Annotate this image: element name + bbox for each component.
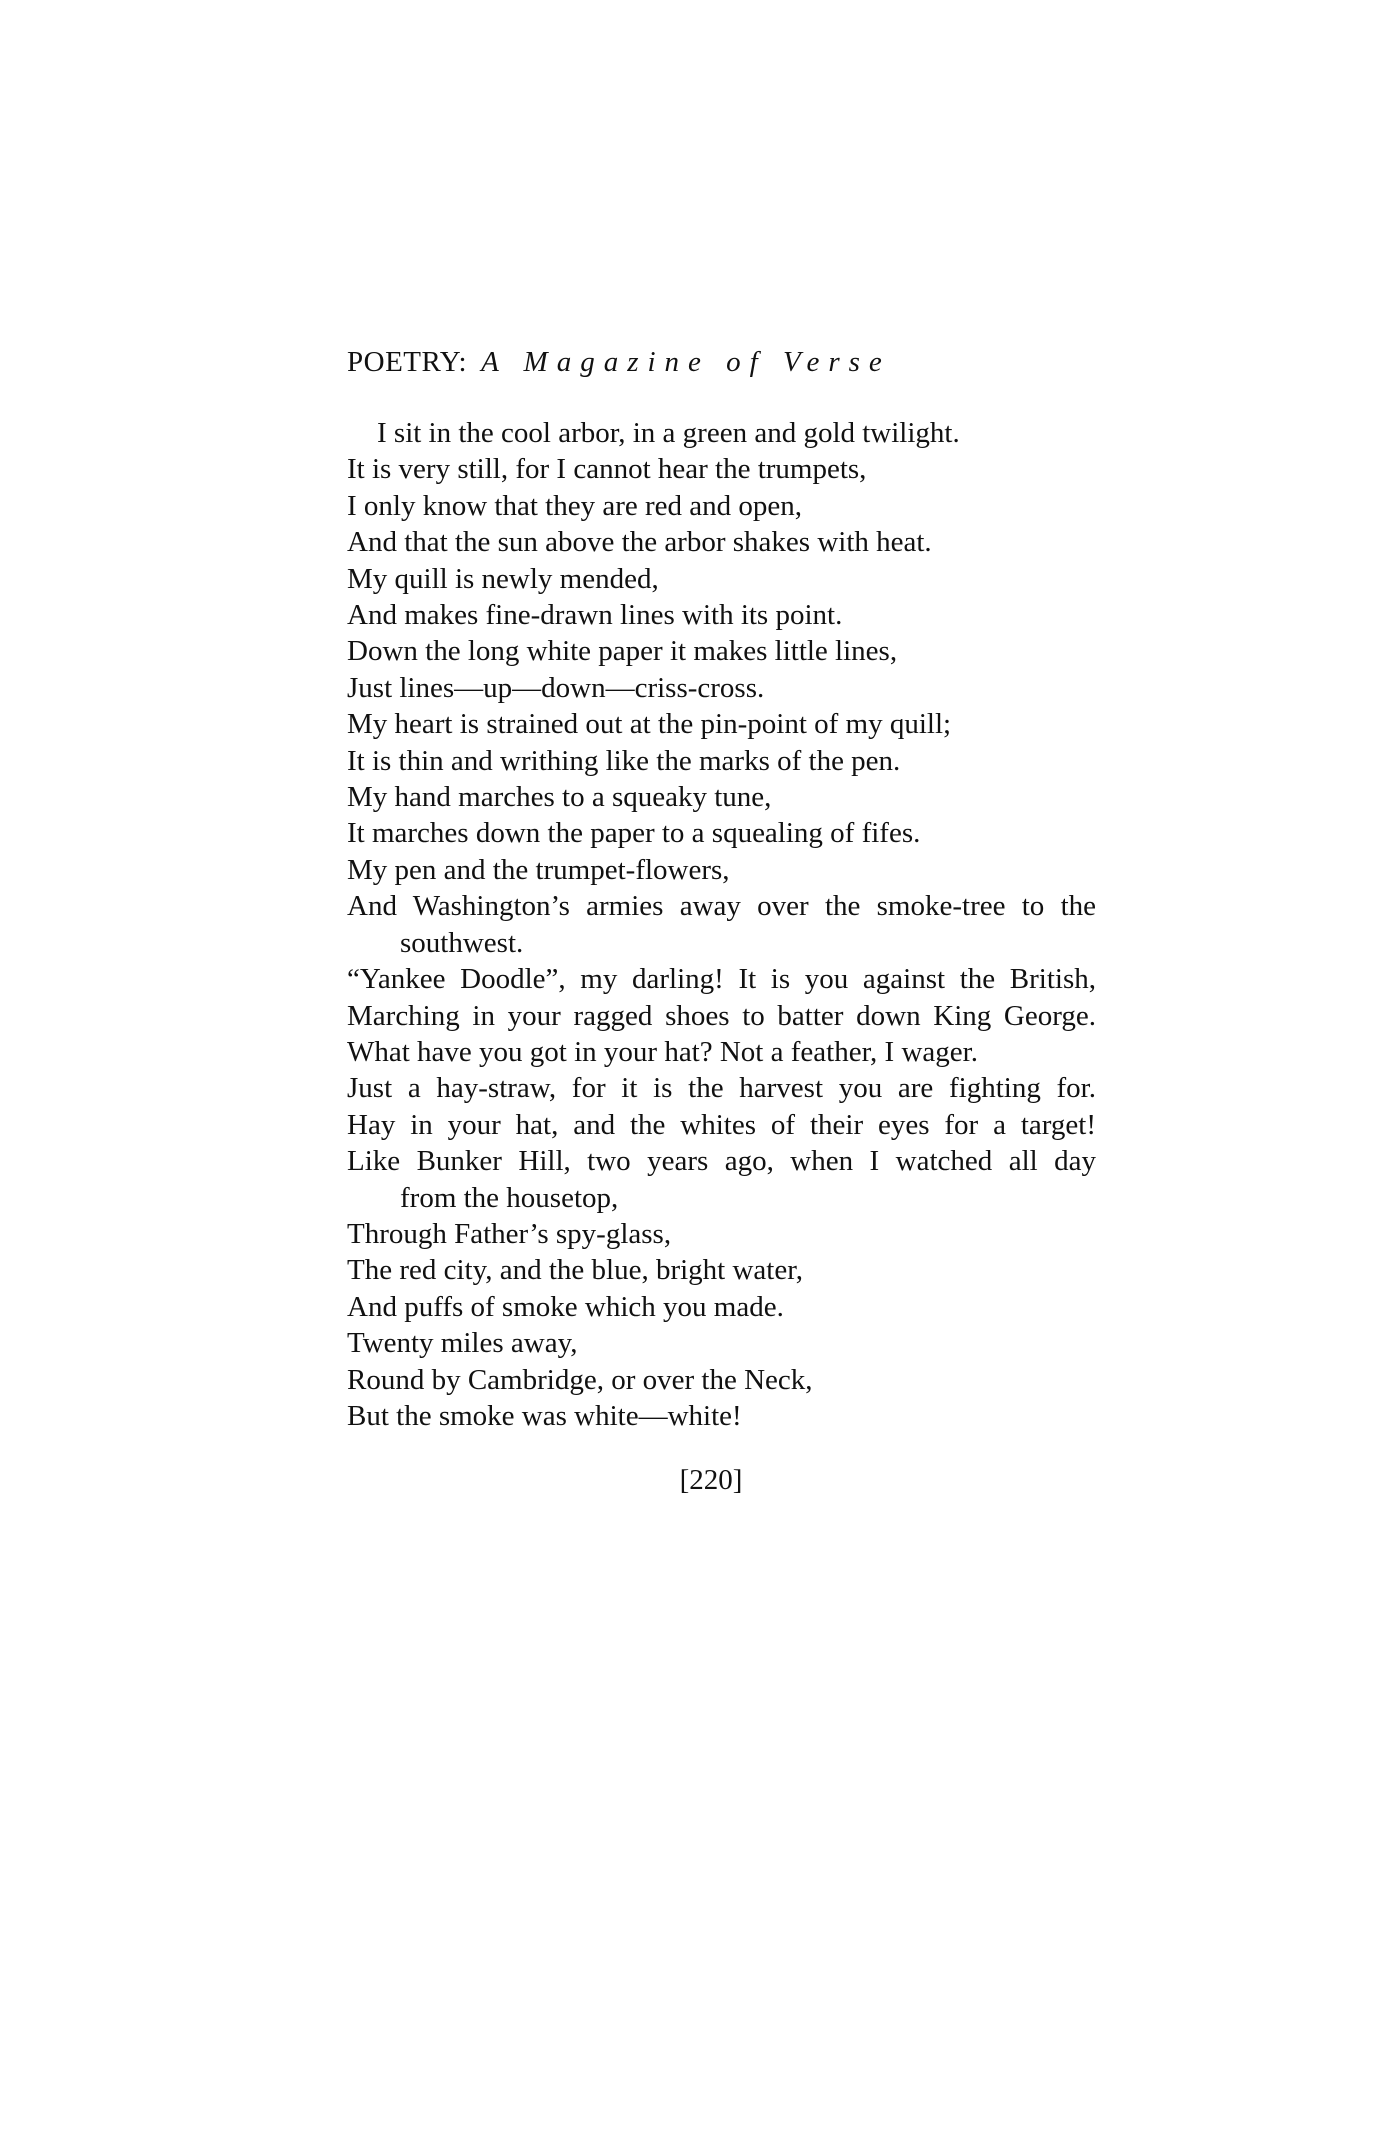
journal-subtitle: A Magazine of Verse bbox=[481, 346, 891, 378]
poem-line: It is very still, for I cannot hear the trumpets, bbox=[347, 453, 867, 486]
poem-line: Round by Cambridge, or over the Neck, bbox=[347, 1363, 813, 1396]
running-head bbox=[347, 344, 891, 380]
journal-title: POETRY: bbox=[347, 346, 468, 378]
poem-line: It is thin and writhing like the marks of the pen. bbox=[347, 744, 901, 777]
poem-line: My quill is newly mended, bbox=[347, 562, 659, 595]
poem-line: “Yankee Doodle”, my darling! It is you against the British, bbox=[347, 963, 1096, 996]
poem-line: I sit in the cool arbor, in a green and gold twilight. bbox=[377, 417, 960, 449]
poem-line: And makes fine-drawn lines with its point. bbox=[347, 599, 843, 632]
poem-line: I only know that they are red and open, bbox=[347, 489, 802, 522]
page-footer bbox=[0, 1462, 1400, 1498]
poem-line: My pen and the trumpet-flowers, bbox=[347, 853, 730, 886]
poem-line: What have you got in your hat? Not a feather, I wager. bbox=[347, 1035, 978, 1068]
poem-line: But the smoke was white—white! bbox=[347, 1399, 742, 1432]
poem-line: Hay in your hat, and the whites of their eyes for a target! bbox=[347, 1108, 1096, 1141]
poem-line: It marches down the paper to a squealing of fifes. bbox=[347, 817, 921, 850]
poem-line: Just a hay-straw, for it is the harvest you are fighting for. bbox=[347, 1072, 1096, 1105]
poem-line: Down the long white paper it makes little lines, bbox=[347, 635, 898, 668]
poem-line: Just lines—up—down—criss-cross. bbox=[347, 671, 765, 704]
poem-line: My hand marches to a squeaky tune, bbox=[347, 781, 772, 814]
poem-line: The red city, and the blue, bright water, bbox=[347, 1254, 803, 1287]
page-number: [220] bbox=[679, 1464, 743, 1496]
poem-body bbox=[347, 415, 1096, 1434]
poem-line: And puffs of smoke which you made. bbox=[347, 1290, 784, 1323]
poem-line: And that the sun above the arbor shakes with heat. bbox=[347, 526, 932, 559]
poem-line: My heart is strained out at the pin-point of my quill; bbox=[347, 708, 952, 741]
poem-line: Through Father’s spy-glass, bbox=[347, 1217, 672, 1250]
poem-line: Twenty miles away, bbox=[347, 1327, 578, 1360]
poem-line: Marching in your ragged shoes to batter down King George. bbox=[347, 999, 1096, 1032]
poem-line-continuation: from the housetop, bbox=[400, 1181, 619, 1214]
poem-line-continuation: southwest. bbox=[400, 926, 524, 959]
poem-line: And Washington’s armies away over the smoke-tree to the bbox=[347, 890, 1096, 923]
poem-line: Like Bunker Hill, two years ago, when I watched all day bbox=[347, 1145, 1096, 1178]
